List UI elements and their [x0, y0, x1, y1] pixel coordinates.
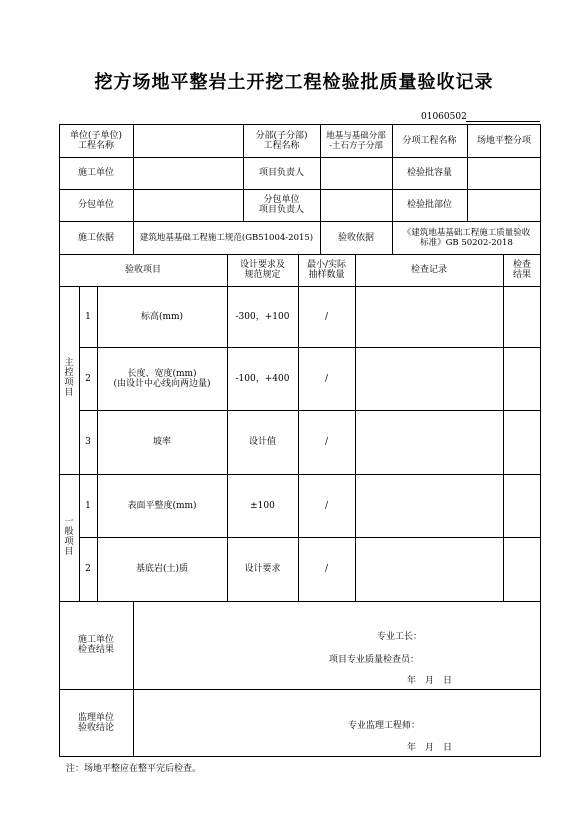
row-design: 设计要求	[244, 564, 281, 574]
row-number: 3	[85, 437, 91, 447]
row-design: 设计值	[248, 437, 276, 447]
batch-part-label: 检验批部位	[406, 200, 452, 210]
item-name-value: 场地平整分项	[476, 135, 531, 146]
footnote: 注：场地平整应在整平完后检查。	[66, 764, 202, 774]
inspector-signature-label[interactable]: 项目专业质量检查员：	[329, 655, 420, 665]
construct-unit-label: 施工单位	[77, 168, 114, 178]
accept-basis-label: 验收依据	[337, 232, 374, 243]
item-name-label: 分项工程名称	[402, 135, 457, 146]
row-item: 基底岩(土)质	[135, 564, 189, 574]
col-header-item: 验收项目	[124, 265, 161, 275]
col-header-sample: 最小/实际 抽样数量	[306, 260, 347, 280]
row-sample[interactable]: /	[324, 500, 329, 511]
subcontract-pm-value[interactable]	[320, 189, 392, 221]
construct-basis-label: 施工依据	[77, 232, 114, 243]
subcontract-unit-value[interactable]	[133, 189, 243, 221]
subcontract-pm-label: 分包单位 项目负责人	[258, 195, 304, 215]
page-title: 挖方场地平整岩土开挖工程检验批质量验收记录	[94, 72, 494, 93]
row-item: 表面平整度(mm)	[127, 500, 197, 511]
row-sample[interactable]: /	[324, 564, 329, 574]
row-number: 1	[85, 500, 91, 511]
vline	[503, 254, 504, 601]
batch-part-value[interactable]	[467, 189, 541, 221]
row-item: 长度、宽度(mm) (由设计中心线向两边量)	[113, 368, 211, 389]
general-items-label: 一 般 项 目	[64, 517, 74, 557]
supervise-result-label: 监理单位 验收结论	[77, 713, 114, 733]
subdivision-label: 分部(子分部) 工程名称	[255, 130, 308, 151]
foreman-signature-label[interactable]: 专业工长：	[377, 632, 423, 642]
form-code: 01060502	[421, 112, 467, 122]
main-control-items-label: 主 控 项 目	[64, 358, 74, 398]
subcontract-unit-label: 分包单位	[77, 200, 114, 210]
col-header-result: 检查 结果	[512, 260, 531, 280]
vline	[133, 601, 134, 757]
unit-name-label: 单位(子单位) 工程名称	[69, 130, 123, 151]
row-design: -100，+400	[235, 373, 290, 384]
row-sample[interactable]: /	[324, 437, 329, 447]
batch-capacity-label: 检验批容量	[406, 168, 452, 178]
construct-date[interactable]: 年 月 日	[407, 676, 453, 686]
code-underline	[466, 121, 540, 122]
subdivision-value: 地基与基础分部 -土石方子分部	[326, 130, 386, 151]
col-header-design: 设计要求及 规范规定	[239, 260, 285, 280]
construct-basis-value: 建筑地基基础工程施工规范(GB51004-2015)	[139, 232, 314, 243]
row-item: 标高(mm)	[140, 311, 184, 322]
project-manager-label: 项目负责人	[258, 168, 304, 178]
batch-capacity-value[interactable]	[467, 157, 541, 189]
row-number: 2	[85, 373, 91, 384]
row-design: -300，+100	[235, 311, 290, 322]
construct-unit-value[interactable]	[133, 157, 243, 189]
vline	[355, 254, 356, 601]
project-manager-value[interactable]	[320, 157, 392, 189]
row-sample[interactable]: /	[324, 311, 329, 322]
row-number: 1	[85, 311, 91, 322]
construct-result-label: 施工单位 检查结果	[77, 635, 114, 655]
row-item: 坡率	[152, 437, 171, 447]
accept-basis-value: 《建筑地基基础工程施工质量验收 标准》GB 50202-2018	[402, 227, 531, 248]
row-number: 2	[85, 564, 91, 574]
supervise-date[interactable]: 年 月 日	[407, 743, 453, 753]
row-design: ±100	[250, 500, 275, 511]
unit-name-value[interactable]	[133, 124, 243, 157]
supervise-engineer-label[interactable]: 专业监理工程师：	[348, 721, 421, 731]
row-sample[interactable]: /	[324, 373, 329, 384]
col-header-record: 检查记录	[410, 265, 447, 275]
